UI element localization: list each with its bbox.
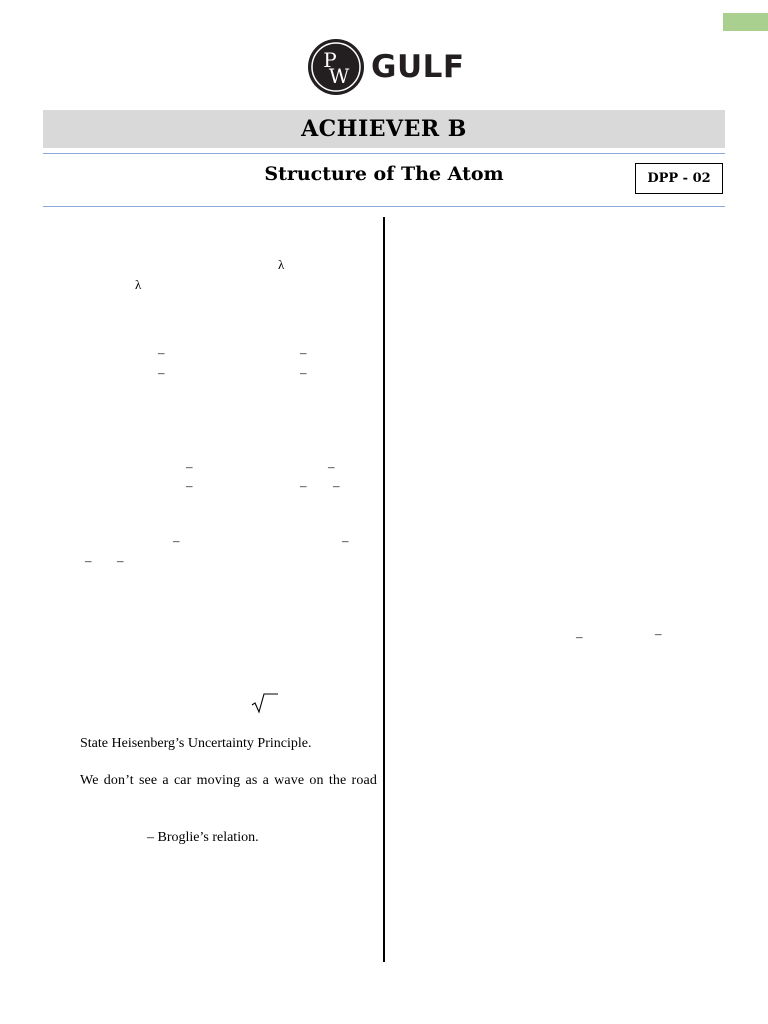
- dash-mark: –: [158, 345, 165, 360]
- column-divider: [383, 217, 385, 962]
- logo: [306, 36, 465, 98]
- dash-mark: –: [186, 478, 193, 493]
- square-root-icon: [251, 692, 279, 714]
- lambda-symbol: λ: [135, 277, 142, 292]
- brand-name: GULF: [371, 49, 465, 85]
- heisenberg-question: State Heisenberg’s Uncertainty Principle.: [80, 736, 312, 751]
- pw-logo-icon: [306, 37, 366, 97]
- dash-mark: –: [186, 459, 193, 474]
- svg-text:W: W: [328, 64, 350, 88]
- program-title: ACHIEVER B: [301, 116, 467, 142]
- dash-mark: –: [158, 365, 165, 380]
- header-rule-bottom: [43, 206, 725, 207]
- dash-mark: –: [333, 478, 340, 493]
- dash-mark: –: [173, 533, 180, 548]
- chapter-title: Structure of The Atom: [264, 163, 504, 185]
- wave-question: We don’t see a car moving as a wave on the road: [80, 773, 378, 788]
- broglie-relation: – Broglie’s relation.: [147, 830, 259, 845]
- dash-mark: –: [85, 553, 92, 568]
- lambda-symbol: λ: [278, 257, 285, 272]
- dash-mark: –: [117, 553, 124, 568]
- header-rule-top: [43, 153, 725, 154]
- program-title-bar: [43, 110, 725, 148]
- dash-mark: –: [342, 533, 349, 548]
- svg-text:P: P: [323, 48, 337, 72]
- dash-mark: –: [328, 459, 335, 474]
- dash-mark: –: [300, 478, 307, 493]
- dash-mark: –: [300, 345, 307, 360]
- dpp-label: DPP - 02: [635, 163, 723, 194]
- dash-mark: –: [300, 365, 307, 380]
- corner-tab: [723, 13, 768, 31]
- dash-mark: –: [576, 629, 583, 644]
- dash-mark: –: [655, 626, 662, 641]
